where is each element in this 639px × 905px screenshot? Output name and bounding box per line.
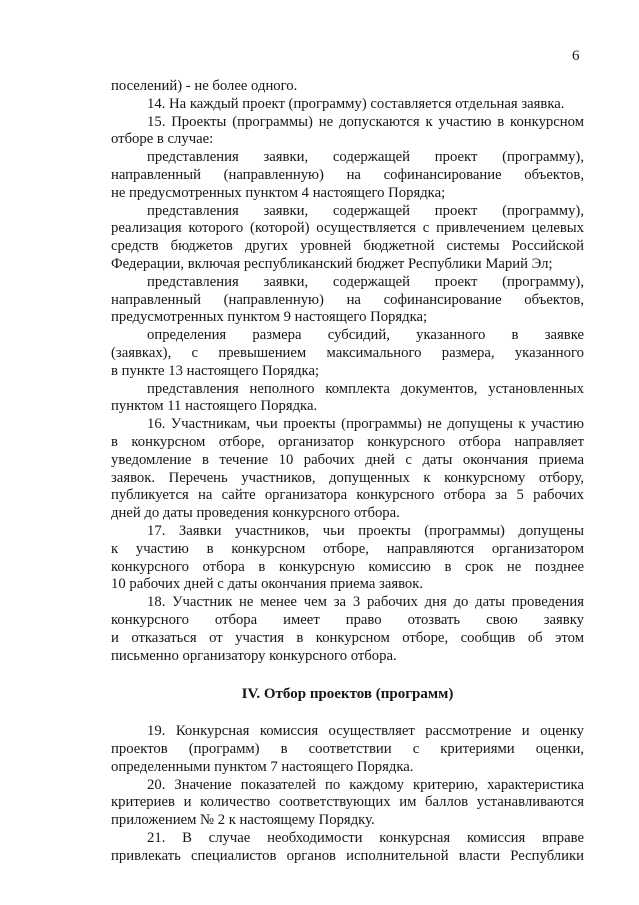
text-line: средств бюджетов других уровней бюджетной системы Российской: [111, 238, 584, 255]
text-line: привлекать специалистов органов исполнительной власти Республики: [111, 847, 584, 864]
text-line: (заявках), с превышением максимального размера, указанного: [111, 344, 584, 361]
text-line: дней до даты проведения конкурсного отбора.: [111, 505, 400, 522]
text-line: 14. На каждый проект (программу) составляется отдельная заявка.: [147, 95, 565, 112]
text-line: определения размера субсидий, указанного в заявке: [147, 327, 584, 344]
paragraph-21: [111, 830, 584, 866]
text-line: пунктом 11 настоящего Порядка.: [111, 398, 318, 415]
text-line: поселений) - не более одного.: [111, 78, 298, 94]
paragraph-15-item: [111, 203, 584, 274]
text-line: отборе в случае:: [111, 131, 214, 148]
text-line: письменно организатору конкурсного отбора.: [111, 647, 397, 664]
text-line: представления неполного комплекта документов, установленных: [147, 380, 584, 397]
paragraph-17: [111, 523, 584, 594]
text-line: публикуется на сайте организатора конкурсного отбора за 5 рабочих: [111, 487, 584, 504]
paragraph-20: [111, 777, 584, 830]
text-line: 21. В случае необходимости конкурсная комиссия вправе: [147, 830, 584, 847]
text-line: 15. Проекты (программы) не допускаются к участию в конкурсном: [147, 113, 584, 130]
paragraph: [111, 78, 584, 96]
paragraph-15-item: [111, 327, 584, 380]
paragraph-15-item: [111, 149, 584, 202]
text-line: 10 рабочих дней с даты окончания приема заявок.: [111, 576, 424, 593]
text-line: определенными пунктом 7 настоящего Порядка.: [111, 758, 414, 775]
document-body: [111, 78, 584, 866]
text-line: 18. Участник не менее чем за 3 рабочих дня до даты проведения: [147, 594, 584, 611]
text-line: в конкурсном отборе, организатор конкурсного отбора направляет: [111, 433, 584, 450]
text-line: предусмотренных пунктом 9 настоящего Порядка;: [111, 309, 428, 326]
text-line: Федерации, включая республиканский бюджет Республики Марий Эл;: [111, 255, 553, 272]
text-line: конкурсного отбора в конкурсную комиссию в срок не позднее: [111, 558, 584, 575]
text-line: 20. Значение показателей по каждому критерию, характеристика: [147, 776, 584, 793]
paragraph-15: [111, 114, 584, 150]
text-line: не предусмотренных пунктом 4 настоящего Порядка;: [111, 184, 446, 201]
text-line: заявок. Перечень участников, допущенных к конкурсному отбору,: [111, 469, 584, 486]
text-line: представления заявки, содержащей проект (программу),: [147, 202, 584, 219]
text-line: конкурсного отбора имеет право отозвать свою заявку: [111, 611, 584, 628]
text-line: проектов (программ) в соответствии с критериями оценки,: [111, 741, 584, 758]
text-line: приложением № 2 к настоящему Порядку.: [111, 812, 375, 829]
paragraph-14: [111, 96, 584, 114]
paragraph-15-item: [111, 274, 584, 327]
text-line: направленный (направленную) на софинансирование объектов,: [111, 291, 584, 308]
text-line: 19. Конкурсная комиссия осуществляет рассмотрение и оценку: [147, 723, 584, 740]
text-line: представления заявки, содержащей проект (программу),: [147, 149, 584, 166]
page-number: 6: [572, 48, 580, 64]
paragraph-16: [111, 416, 584, 523]
paragraph-18: [111, 594, 584, 665]
section-heading: IV. Отбор проектов (программ): [241, 686, 454, 703]
text-line: критериев и количество соответствующих им баллов устанавливаются: [111, 794, 584, 811]
text-line: уведомление в течение 10 рабочих дней с даты окончания приема: [111, 451, 584, 468]
text-line: реализация которого (которой) осуществляется с привлечением целевых: [111, 220, 584, 237]
text-line: 16. Участникам, чьи проекты (программы) не допущены к участию: [147, 416, 584, 433]
paragraph-15-item: [111, 381, 584, 417]
paragraph-19: [111, 723, 584, 776]
text-line: и отказаться от участия в конкурсном отборе, сообщив об этом: [111, 629, 584, 646]
text-line: направленный (направленную) на софинансирование объектов,: [111, 166, 584, 183]
text-line: к участию в конкурсном отборе, направляются организатором: [111, 540, 584, 557]
text-line: представления заявки, содержащей проект (программу),: [147, 273, 584, 290]
text-line: в пункте 13 настоящего Порядка;: [111, 362, 320, 379]
text-line: 17. Заявки участников, чьи проекты (программы) допущены: [147, 522, 584, 539]
